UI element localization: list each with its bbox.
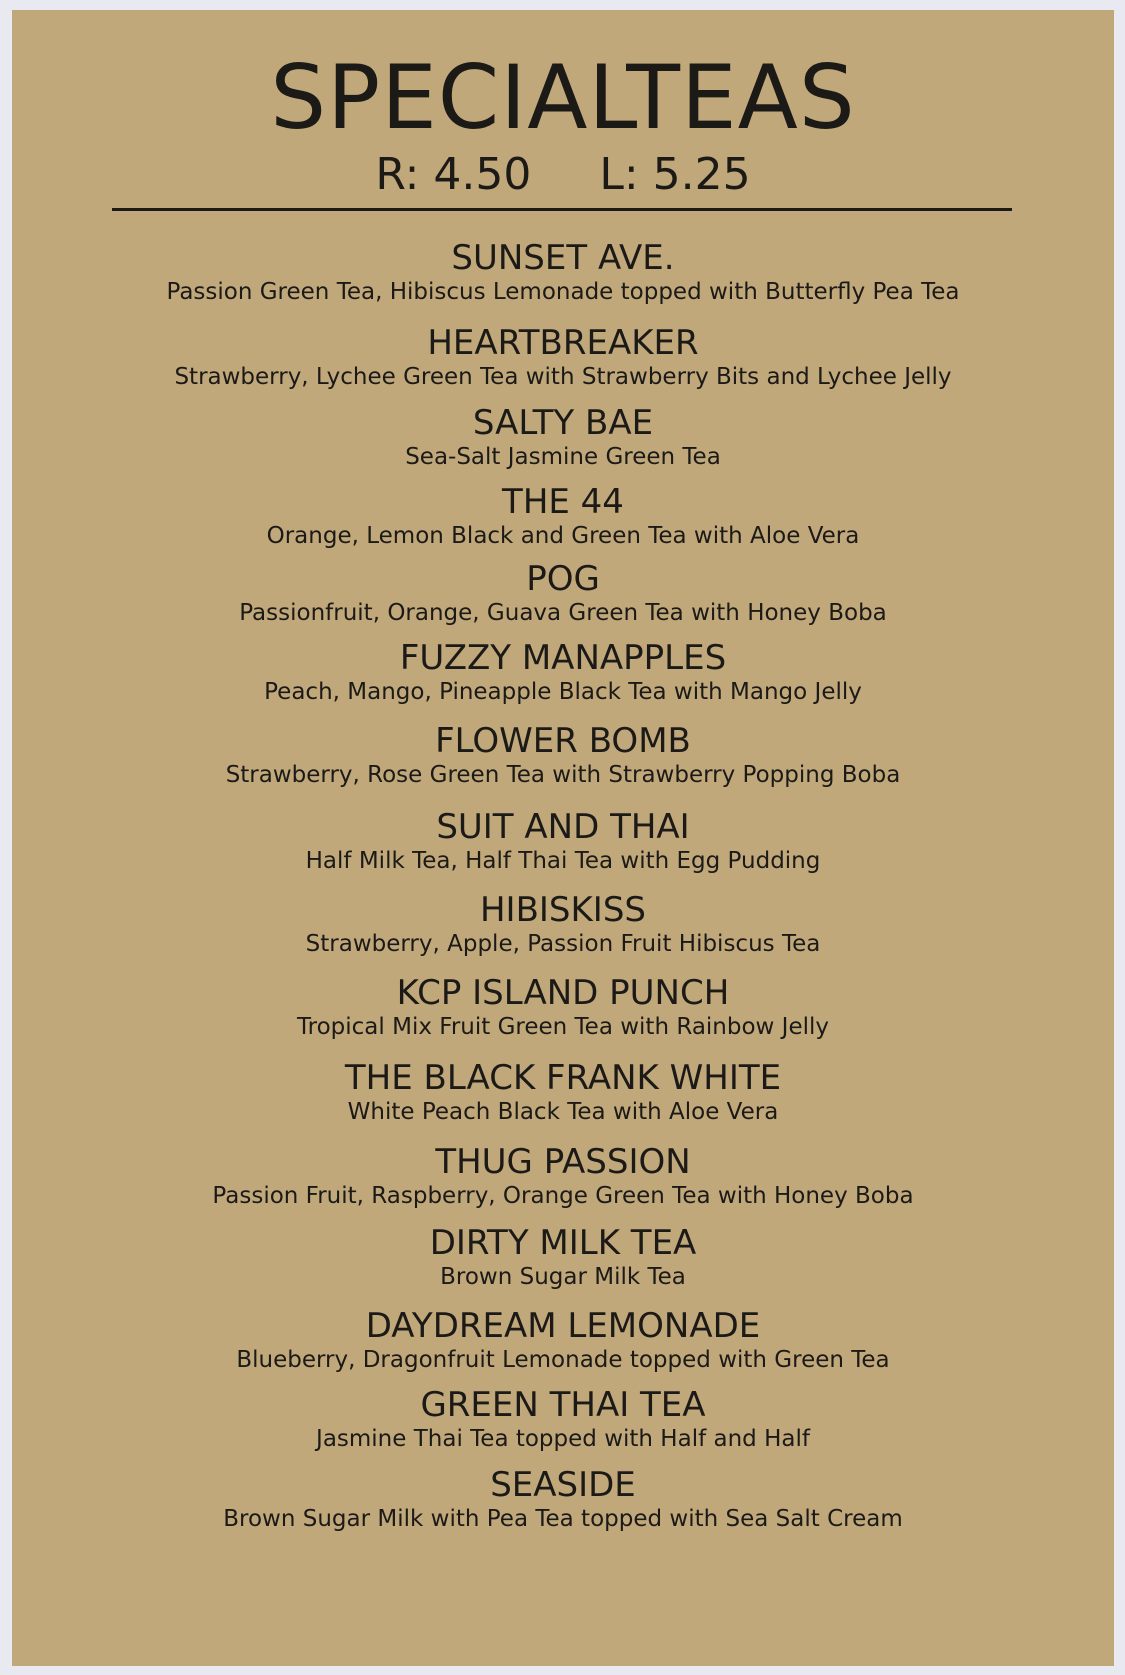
menu-item bbox=[12, 807, 1114, 875]
item-name: THE 44 bbox=[502, 482, 624, 522]
item-description: White Peach Black Tea with Aloe Vera bbox=[347, 1099, 779, 1125]
menu-item bbox=[12, 638, 1114, 706]
item-name: DIRTY MILK TEA bbox=[429, 1223, 697, 1263]
menu-item bbox=[12, 1385, 1114, 1453]
item-description: Sea-Salt Jasmine Green Tea bbox=[405, 444, 721, 470]
menu-item bbox=[12, 721, 1114, 789]
item-name: SUNSET AVE. bbox=[451, 238, 675, 278]
menu-item bbox=[12, 1465, 1114, 1533]
menu-board bbox=[12, 10, 1114, 1666]
menu-item bbox=[12, 1223, 1114, 1291]
menu-item bbox=[12, 1142, 1114, 1210]
item-description: Strawberry, Rose Green Tea with Strawberry Popping Boba bbox=[225, 762, 901, 788]
item-description: Passion Green Tea, Hibiscus Lemonade topped with Butterfly Pea Tea bbox=[166, 279, 960, 305]
item-name: FLOWER BOMB bbox=[435, 721, 691, 761]
menu-item bbox=[12, 238, 1114, 306]
item-description: Orange, Lemon Black and Green Tea with Aloe Vera bbox=[266, 523, 860, 549]
menu-item bbox=[12, 403, 1114, 471]
menu-item bbox=[12, 1058, 1114, 1126]
item-name: HEARTBREAKER bbox=[427, 323, 699, 363]
menu-item bbox=[12, 482, 1114, 550]
menu-item bbox=[12, 973, 1114, 1041]
item-name: GREEN THAI TEA bbox=[420, 1385, 706, 1425]
large-price: L: 5.25 bbox=[599, 149, 751, 200]
item-name: SALTY BAE bbox=[472, 403, 654, 443]
item-name: HIBISKISS bbox=[479, 890, 646, 930]
menu-title: SPECIALTEAS bbox=[270, 46, 856, 149]
menu-item bbox=[12, 890, 1114, 958]
item-description: Passion Fruit, Raspberry, Orange Green Tea with Honey Boba bbox=[212, 1183, 914, 1209]
item-name: POG bbox=[526, 559, 600, 599]
item-name: DAYDREAM LEMONADE bbox=[365, 1306, 761, 1346]
regular-price: R: 4.50 bbox=[375, 149, 532, 200]
item-name: SEASIDE bbox=[490, 1465, 636, 1505]
price-line bbox=[12, 148, 1114, 202]
item-name: KCP ISLAND PUNCH bbox=[396, 973, 730, 1013]
item-description: Brown Sugar Milk Tea bbox=[440, 1264, 686, 1290]
item-name: THE BLACK FRANK WHITE bbox=[344, 1058, 782, 1098]
title-divider bbox=[112, 208, 1012, 211]
item-name: FUZZY MANAPPLES bbox=[399, 638, 727, 678]
item-description: Passionfruit, Orange, Guava Green Tea with Honey Boba bbox=[239, 600, 887, 626]
item-description: Half Milk Tea, Half Thai Tea with Egg Pudding bbox=[305, 848, 821, 874]
item-description: Peach, Mango, Pineapple Black Tea with Mango Jelly bbox=[264, 679, 862, 705]
item-description: Brown Sugar Milk with Pea Tea topped with Sea Salt Cream bbox=[223, 1506, 903, 1532]
item-name: SUIT AND THAI bbox=[436, 807, 690, 847]
item-description: Strawberry, Lychee Green Tea with Strawberry Bits and Lychee Jelly bbox=[174, 364, 952, 390]
item-name: THUG PASSION bbox=[435, 1142, 691, 1182]
item-description: Jasmine Thai Tea topped with Half and Half bbox=[316, 1426, 810, 1452]
menu-item bbox=[12, 323, 1114, 391]
menu-item bbox=[12, 1306, 1114, 1374]
item-description: Tropical Mix Fruit Green Tea with Rainbow Jelly bbox=[296, 1014, 829, 1040]
item-description: Strawberry, Apple, Passion Fruit Hibiscus Tea bbox=[305, 931, 821, 957]
item-description: Blueberry, Dragonfruit Lemonade topped with Green Tea bbox=[236, 1347, 890, 1373]
menu-item bbox=[12, 559, 1114, 627]
